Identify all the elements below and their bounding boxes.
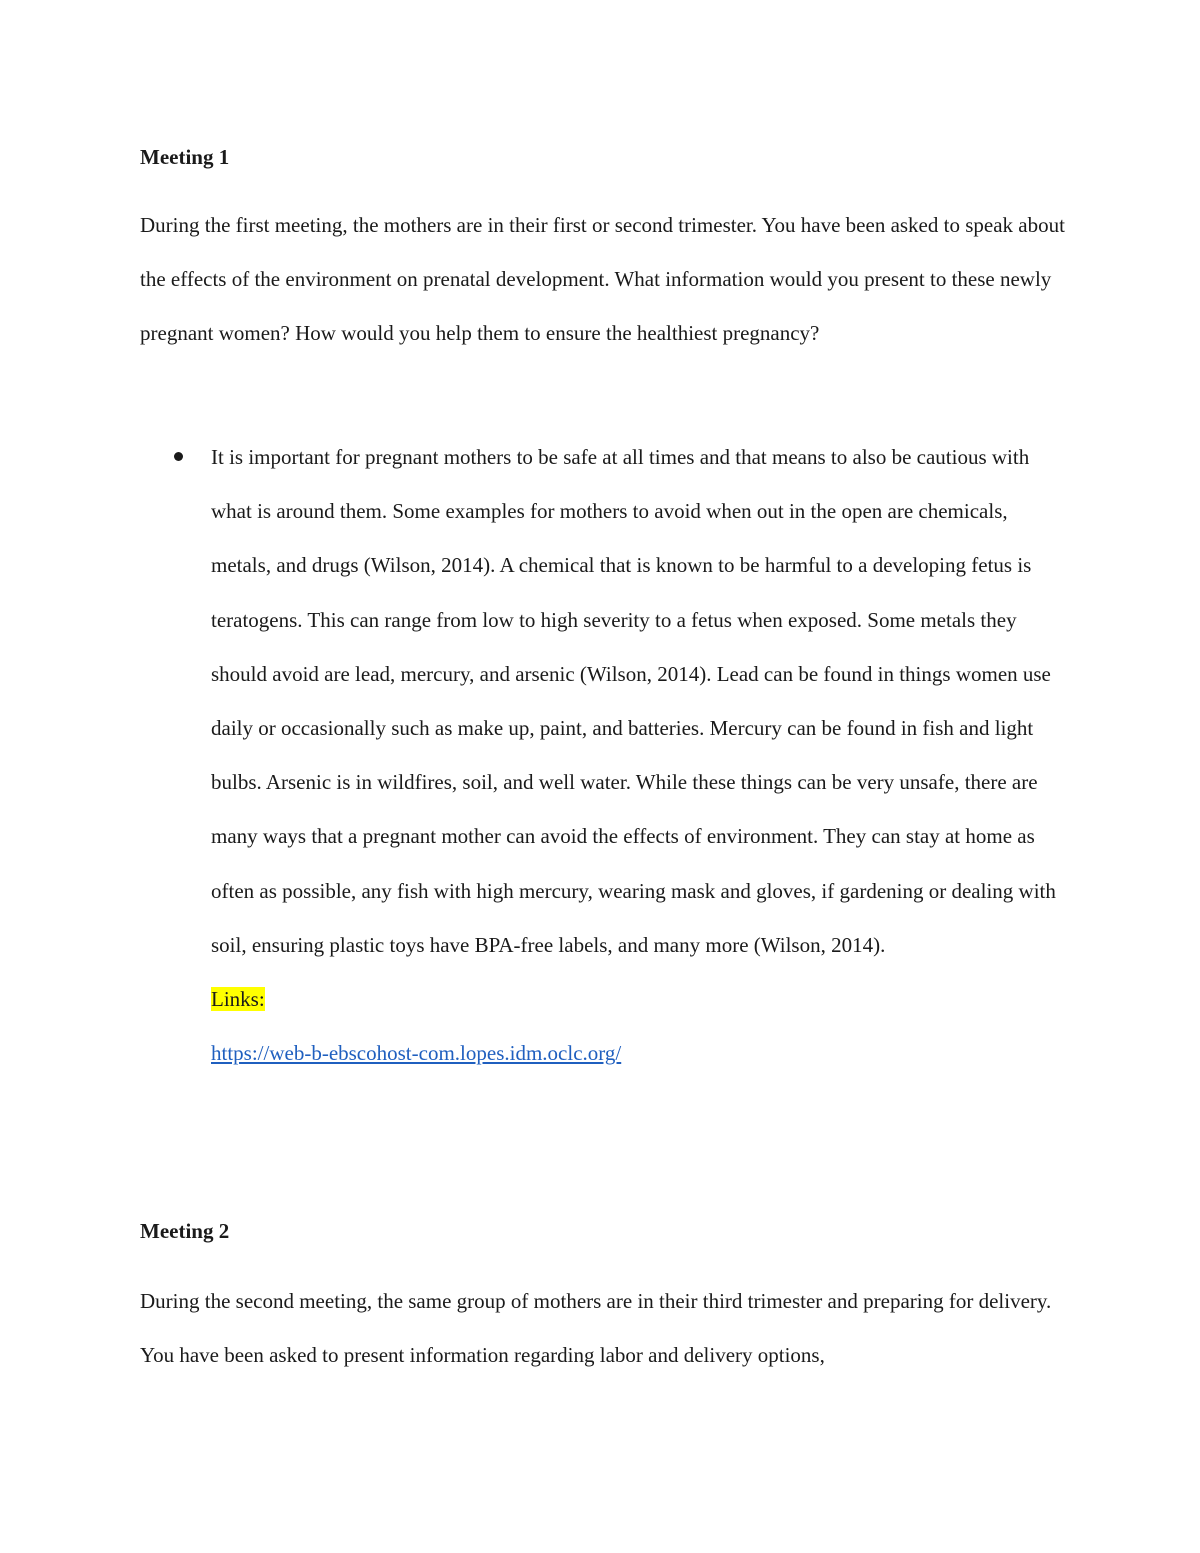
link-line [211,1026,1065,1080]
links-line [211,972,1065,1026]
ebscohost-link[interactable]: https://web-b-ebscohost-com.lopes.idm.oclc.org/ [211,1041,622,1066]
meeting-1-prompt: During the first meeting, the mothers are in their first or second trimester. You have been asked to speak about the effects of the environment on prenatal development. What information would you present to these newly pregnant women? How would you help them to ensure the healthiest pregnancy? [140,213,1065,346]
meeting-1-heading: Meeting 1 [140,145,230,169]
list-item [140,430,1065,1080]
meeting-1-answer-list [140,430,1065,1080]
meeting-2-prompt: During the second meeting, the same group of mothers are in their third trimester and preparing for delivery. You have been asked to present information regarding labor and delivery options, [140,1289,1052,1368]
meeting-1-answer-text: It is important for pregnant mothers to be safe at all times and that means to also be cautious with what is around them. Some examples for mothers to avoid when out in the open are chemicals, metals, and drugs (Wilson, 2014). A chemical that is known to be harmful to a developing fetus is teratogens. This can range from low to high severity to a fetus when exposed. Some metals they should avoid are lead, mercury, and arsenic (Wilson, 2014). Lead can be found in things women use daily or occasionally such as make up, paint, and batteries. Mercury can be found in fish and light bulbs. Arsenic is in wildfires, soil, and well water. While these things can be very unsafe, there are many ways that a pregnant mother can avoid the effects of environment. They can stay at home as often as possible, any fish with high mercury, wearing mask and gloves, if gardening or dealing with soil, ensuring plastic toys have BPA-free labels, and many more (Wilson, 2014). [211,445,1056,957]
links-label: Links: [211,987,265,1012]
bullet-icon [174,452,183,461]
meeting-2-heading: Meeting 2 [140,1219,230,1243]
